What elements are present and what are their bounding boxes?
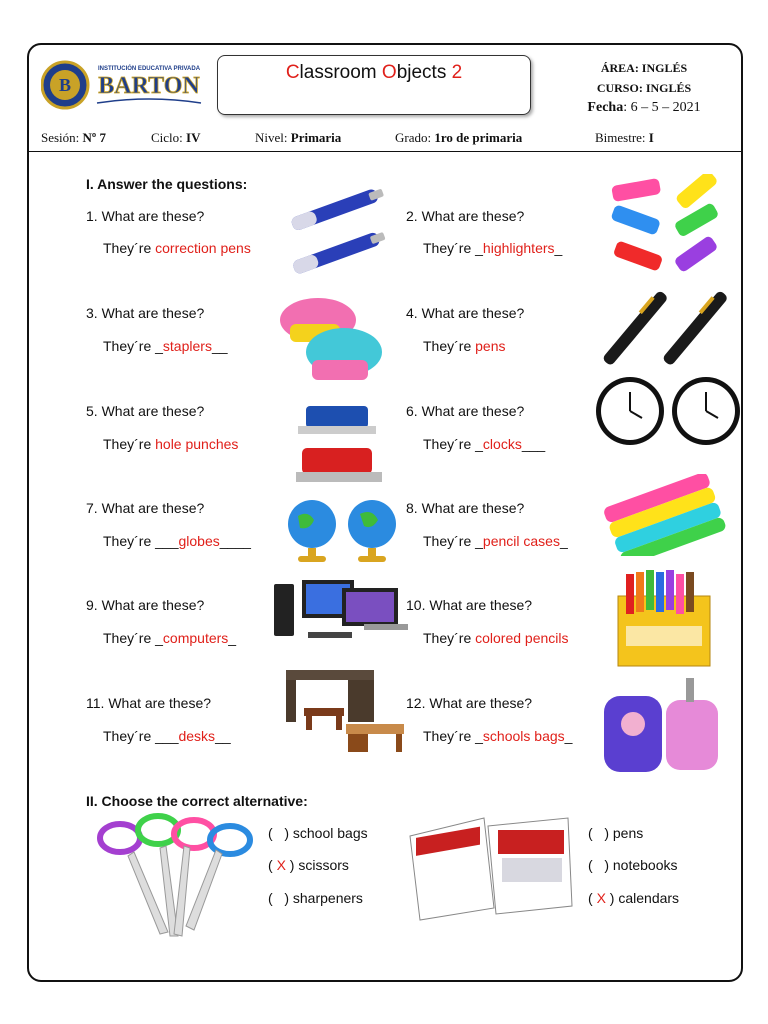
section2-heading: II. Choose the correct alternative: [86,793,308,809]
option-school-bags[interactable]: ( ) school bags [268,825,368,841]
page-title: Classroom Objects 2 [285,62,463,83]
question-10: 10. What are these? [406,597,533,613]
answer-3: They´re _staplers__ [103,338,228,354]
calendars-image [404,812,576,922]
option-notebooks[interactable]: ( ) notebooks [588,857,678,873]
sesion-field: Sesión: Nº 7 [41,130,106,145]
course-info [549,58,739,118]
question-7: 7. What are these? [86,500,205,516]
answer-7: They´re ___globes____ [103,533,251,549]
question-1: 1. What are these? [86,208,205,224]
pencil-cases-image [604,474,728,556]
option-scissors[interactable]: ( X ) scissors [268,857,349,873]
answer-1: They´re correction pens [103,240,251,256]
colored-pencils-image [612,566,716,668]
answer-4: They´re pens [423,338,506,354]
answer-11: They´re ___desks__ [103,728,231,744]
question-3: 3. What are these? [86,305,205,321]
correction-pens-image [282,180,392,280]
staplers-image [276,290,388,390]
barton-logo [41,59,211,111]
clocks-image [592,374,746,448]
answer-6: They´re _clocks___ [423,436,546,452]
scissors-image [94,812,254,942]
answer-5: They´re hole punches [103,436,239,452]
info-row [29,125,741,152]
fecha-label: Fecha: 6 – 5 – 2021 [587,100,701,115]
svg-text:B: B [58,75,72,95]
answer-12: They´re _schools bags_ [423,728,573,744]
question-9: 9. What are these? [86,597,205,613]
worksheet-header [29,45,741,123]
answer-9: They´re _computers_ [103,630,237,646]
hole-punches-image [292,396,388,492]
svg-text:INSTITUCIÓN EDUCATIVA PRIVADA: INSTITUCIÓN EDUCATIVA PRIVADA [97,66,201,72]
school-bags-image [596,674,728,776]
title-box [217,55,531,115]
option-calendars[interactable]: ( X ) calendars [588,890,680,906]
answer-10: They´re colored pencils [423,630,569,646]
question-12: 12. What are these? [406,695,533,711]
question-5: 5. What are these? [86,403,205,419]
grado-field: Grado: 1ro de primaria [395,130,523,145]
option-sharpeners[interactable]: ( ) sharpeners [268,890,363,906]
question-6: 6. What are these? [406,403,525,419]
globes-image [282,496,404,568]
question-11: 11. What are these? [86,695,212,711]
ciclo-field: Ciclo: IV [151,130,201,145]
bimestre-field: Bimestre: I [595,130,654,145]
area-label: ÁREA: INGLÉS [600,61,688,75]
desks-image [280,664,408,756]
question-8: 8. What are these? [406,500,525,516]
pens-image [592,290,732,374]
answer-2: They´re _highlighters_ [423,240,563,256]
section1-heading: I. Answer the questions: [86,176,248,192]
nivel-field: Nivel: Primaria [255,130,342,145]
answer-8: They´re _pencil cases_ [423,533,568,549]
option-pens[interactable]: ( ) pens [588,825,644,841]
question-4: 4. What are these? [406,305,525,321]
question-2: 2. What are these? [406,208,525,224]
curso-label: CURSO: INGLÉS [596,81,692,95]
highlighters-image [606,174,726,282]
computers-image [272,578,408,644]
svg-text:BARTON: BARTON [98,73,200,99]
